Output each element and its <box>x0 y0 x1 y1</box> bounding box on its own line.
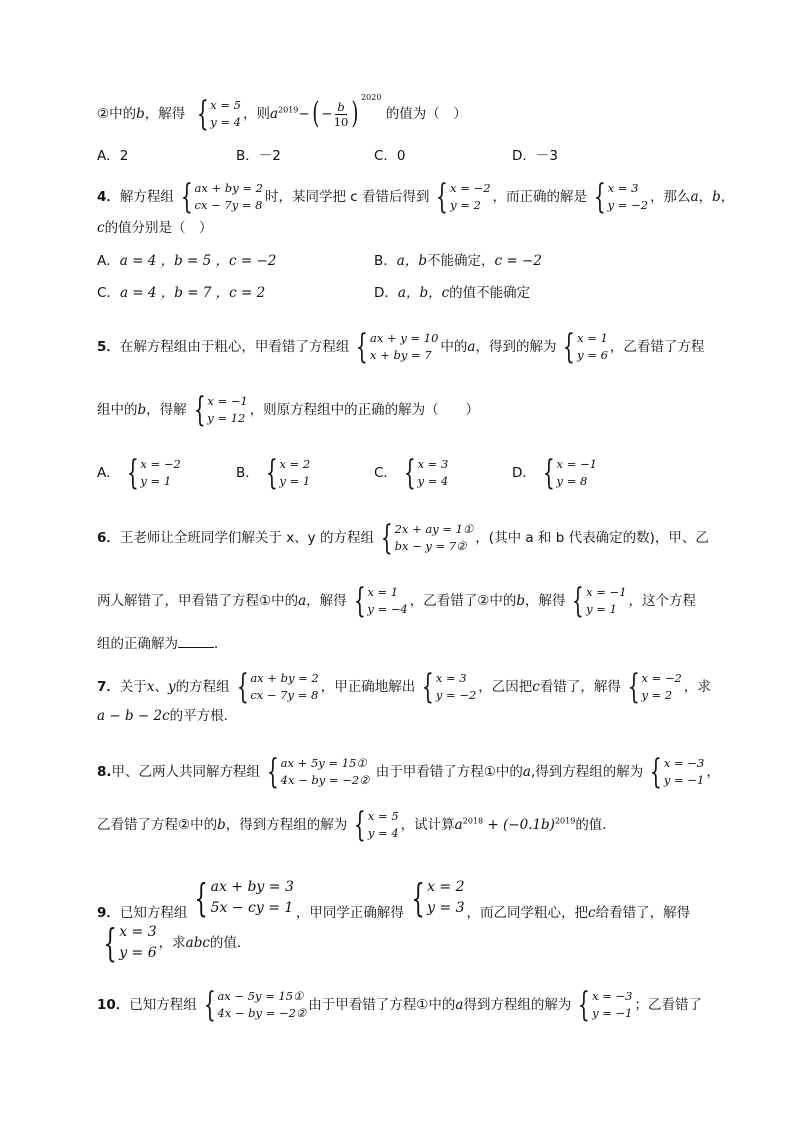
q5-solution-1: { x = 1 y = 6 <box>563 327 608 367</box>
q9-stem-line2: { x = 3 y = 6 ，求abc的值． <box>96 922 702 964</box>
q10-stem-line1: 10．已知方程组 { ax − 5y = 15① 4x − by = −2② 由于甲看错了方程①中的a得到方程组的解为 { x = −3 y = −1 ；乙看错了 <box>97 985 702 1025</box>
q10-system: { ax − 5y = 15① 4x − by = −2② <box>203 985 307 1025</box>
q4-system: { ax + by = 2 cx − 7y = 8 <box>180 177 263 217</box>
q4-option-c: C．a = 4 ，b = 7 ，c = 2 <box>97 285 266 301</box>
q8-solution-2: { x = 5 y = 4 <box>354 805 399 845</box>
q5-option-a: A． { x = −2 y = 1 <box>97 453 181 493</box>
q7-stem-line2: a − b − 2c的平方根． <box>97 708 238 724</box>
q7-solution-2: { x = −2 y = 2 <box>627 667 682 707</box>
q4-option-b: B．a，b不能确定，c = −2 <box>374 253 542 269</box>
q7-stem-line1: 7．关于x、y的方程组 { ax + by = 2 cx − 7y = 8 ，甲正确地解出 { x = 3 y = −2 ，乙因把c看错了，解得 { x = −2 y = 2 ，求 <box>97 667 711 707</box>
q5-stem-line1: 5．在解方程组由于粗心，甲看错了方程组 { ax + y = 10 x + by = 7 中的a，得到的解为 { x = 1 y = 6 ，乙看错了方程 <box>97 327 705 367</box>
q6-stem-line1: 6．王老师让全班同学们解关于 x、y 的方程组 { 2x + ay = 1① bx − y = 7② ，(其中 a 和 b 代表确定的数)，甲、乙 <box>97 518 709 558</box>
q7-system: { ax + by = 2 cx − 7y = 8 <box>236 667 319 707</box>
q7-solution-1: { x = 3 y = −2 <box>422 667 477 707</box>
q4-option-d: D．a，b，c的值不能确定 <box>374 285 531 301</box>
q3-fraction: $\frac{b}{10}$ <box>333 99 349 129</box>
q8-system: { ax + 5y = 15① 4x − by = −2② <box>266 752 370 792</box>
q9-solution-1: { x = 2 y = 3 <box>411 876 465 920</box>
q10-solution: { x = −3 y = −1 <box>578 985 633 1025</box>
q5-option-d: D． { x = −1 y = 8 <box>512 453 597 493</box>
q6-stem-line3: 组的正确解为 ． <box>97 633 702 654</box>
q4-right-solution: { x = 3 y = −2 <box>593 177 649 217</box>
q4-option-a: A．a = 4 ，b = 5 ，c = −2 <box>97 253 277 269</box>
q5-stem-line2: 组中的b，得解 { x = −1 y = 12 ，则原方程组中的正确的解为（ ） <box>97 390 480 430</box>
q3-tail-line: ②中的b，解得 { x = 5 y = 4 ，则$a^{2019}-$( − $\frac{b}{10}$ ) $^{2020}$ 的值为（ ） <box>97 93 467 134</box>
q8-stem-line2: 乙看错了方程②中的b，得到方程组的解为 { x = 5 y = 4 ，试计算$a^{2018} + (-0.1b)^{2019}$的值． <box>97 805 616 845</box>
q3-option-c: C．0 <box>374 148 406 164</box>
q3-solution-system: { x = 5 y = 4 <box>196 94 241 134</box>
q4-stem-line1: 4．解方程组 { ax + by = 2 cx − 7y = 8 时，某同学把 c 看错后得到 { x = −2 y = 2 ，而正确的解是 { x = 3 y = −2 ，那么a，b， <box>97 177 735 217</box>
q5-solution-2: { x = −1 y = 12 <box>193 390 248 430</box>
q6-system: { 2x + ay = 1① bx − y = 7② <box>380 518 474 558</box>
q5-option-b: B． { x = 2 y = 1 <box>236 453 311 493</box>
q3-option-a: A．2 <box>97 148 129 164</box>
q6-answer-blank[interactable] <box>178 633 214 648</box>
q9-solution-2: { x = 3 y = 6 <box>103 921 157 965</box>
q9-system: { ax + by = 3 5x − cy = 1 <box>194 876 294 920</box>
q6-solution-2: { x = −1 y = 1 <box>572 581 627 621</box>
q8-stem-line1: 8.甲、乙两人共同解方程组 { ax + 5y = 15① 4x − by = −2② 由于甲看错了方程①中的a,得到方程组的解为 { x = −3 y = −1 ， <box>97 752 720 792</box>
q6-solution-1: { x = 1 y = −4 <box>353 581 408 621</box>
q5-option-c: C． { x = 3 y = 4 <box>374 453 449 493</box>
q9-stem-line1: 9．已知方程组 { ax + by = 3 5x − cy = 1 ，甲同学正确解得 { x = 2 y = 3 ，而乙同学粗心，把c给看错了，解得 <box>97 876 691 921</box>
q6-stem-line2: 两人解错了，甲看错了方程①中的a，解得 { x = 1 y = −4 ，乙看错了②中的b，解得 { x = −1 y = 1 ，这个方程 <box>97 581 697 621</box>
q4-wrong-solution: { x = −2 y = 2 <box>436 177 491 217</box>
q4-stem-line2: c的值分别是（ ） <box>97 220 213 236</box>
q8-solution-1: { x = −3 y = −1 <box>650 752 705 792</box>
q3-option-d: D．－3 <box>512 148 558 164</box>
q5-system: { ax + y = 10 x + by = 7 <box>356 327 439 367</box>
q3-option-b: B．－2 <box>236 148 281 164</box>
